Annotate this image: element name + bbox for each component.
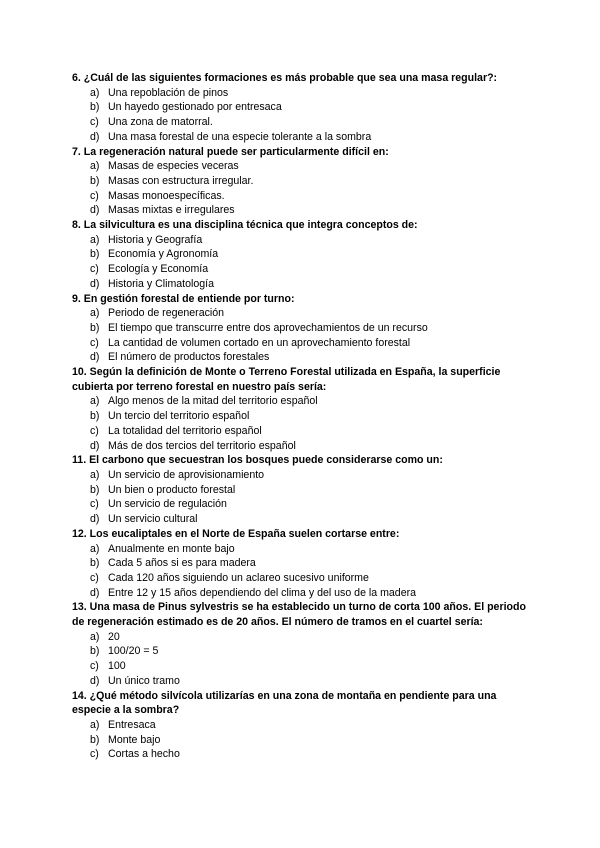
option-letter: a) [90, 468, 100, 481]
question-block [72, 453, 532, 527]
question-text: 10. Según la definición de Monte o Terreno Forestal utilizada en España, la superficie cubierta por terreno forestal en nuestro país sería: [72, 366, 501, 393]
question-text: 8. La silvicultura es una disciplina técnica que integra conceptos de: [72, 219, 418, 232]
answer-option [72, 733, 532, 748]
option-letter: a) [90, 395, 100, 408]
question-block [72, 218, 532, 292]
answer-option [72, 247, 532, 262]
option-text: Masas con estructura irregular. [108, 174, 254, 187]
option-letter: c) [90, 424, 99, 437]
option-text: Una masa forestal de una especie tolerante a la sombra [108, 130, 372, 143]
option-list [72, 306, 532, 365]
option-list [72, 468, 532, 527]
option-text: Entre 12 y 15 años dependiendo del clima y del uso de la madera [108, 586, 417, 599]
option-list [72, 630, 532, 689]
answer-option [72, 644, 532, 659]
option-text: Un hayedo gestionado por entresaca [108, 101, 282, 114]
option-letter: b) [90, 174, 100, 187]
question-block [72, 145, 532, 219]
option-text: Una repoblación de pinos [108, 86, 229, 99]
question-block [72, 689, 532, 763]
answer-option [72, 556, 532, 571]
answer-option [72, 203, 532, 218]
question-block [72, 600, 532, 688]
option-text: Un servicio cultural [108, 513, 198, 526]
answer-option [72, 130, 532, 145]
option-text: Monte bajo [108, 733, 161, 746]
answer-option [72, 747, 532, 762]
option-letter: b) [90, 321, 100, 334]
option-text: Historia y Geografía [108, 233, 203, 246]
option-letter: c) [90, 571, 99, 584]
answer-option [72, 542, 532, 557]
option-text: Un único tramo [108, 674, 180, 687]
answer-option [72, 468, 532, 483]
option-letter: d) [90, 204, 100, 217]
option-text: Cada 120 años siguiendo un aclareo sucesivo uniforme [108, 571, 369, 584]
answer-option [72, 262, 532, 277]
option-letter: a) [90, 307, 100, 320]
question-block [72, 71, 532, 145]
question-text: 7. La regeneración natural puede ser particularmente difícil en: [72, 145, 389, 158]
option-text: Un bien o producto forestal [108, 483, 236, 496]
option-letter: d) [90, 439, 100, 452]
option-list [72, 86, 532, 145]
option-letter: b) [90, 557, 100, 570]
option-text: Entresaca [108, 718, 156, 731]
option-letter: a) [90, 160, 100, 173]
answer-option [72, 321, 532, 336]
question-text: 9. En gestión forestal de entiende por turno: [72, 292, 295, 305]
answer-option [72, 277, 532, 292]
question-block [72, 365, 532, 453]
option-letter: a) [90, 86, 100, 99]
answer-option [72, 86, 532, 101]
question-text: 12. Los eucaliptales en el Norte de España suelen cortarse entre: [72, 527, 400, 540]
option-text: Cortas a hecho [108, 748, 180, 761]
option-letter: c) [90, 336, 99, 349]
answer-option [72, 394, 532, 409]
option-text: 100/20 = 5 [108, 645, 159, 658]
option-text: Más de dos tercios del territorio español [108, 439, 296, 452]
answer-option [72, 233, 532, 248]
option-letter: c) [90, 189, 99, 202]
question-block [72, 527, 532, 601]
option-letter: d) [90, 277, 100, 290]
answer-option [72, 512, 532, 527]
answer-option [72, 336, 532, 351]
option-text: El número de productos forestales [108, 351, 270, 364]
option-text: Masas mixtas e irregulares [108, 204, 235, 217]
answer-option [72, 483, 532, 498]
option-text: Un servicio de aprovisionamiento [108, 468, 265, 481]
answer-option [72, 189, 532, 204]
answer-option [72, 350, 532, 365]
option-text: El tiempo que transcurre entre dos aprovechamientos de un recurso [108, 321, 428, 334]
option-letter: d) [90, 130, 100, 143]
answer-option [72, 674, 532, 689]
question-text: 13. Una masa de Pinus sylvestris se ha establecido un turno de corta 100 años. El periodo de regeneración estimado es de 20 años. El número de tramos en el cuartel sería: [72, 601, 526, 629]
option-letter: b) [90, 483, 100, 496]
option-text: Un tercio del territorio español [108, 410, 250, 423]
question-block [72, 292, 532, 366]
option-letter: b) [90, 248, 100, 261]
option-letter: a) [90, 542, 100, 555]
option-text: Una zona de matorral. [108, 116, 213, 129]
answer-option [72, 159, 532, 174]
answer-option [72, 439, 532, 454]
option-list [72, 159, 532, 218]
option-text: La totalidad del territorio español [108, 424, 262, 437]
option-letter: d) [90, 513, 100, 526]
option-list [72, 718, 532, 762]
answer-option [72, 571, 532, 586]
option-letter: b) [90, 101, 100, 114]
option-text: 20 [108, 630, 120, 643]
option-letter: a) [90, 233, 100, 246]
option-list [72, 233, 532, 292]
answer-option [72, 424, 532, 439]
option-letter: d) [90, 586, 100, 599]
option-text: Un servicio de regulación [108, 498, 227, 511]
option-list [72, 542, 532, 601]
option-list [72, 394, 532, 453]
option-text: Cada 5 años si es para madera [108, 557, 256, 570]
option-text: Historia y Climatología [108, 277, 214, 290]
answer-option [72, 659, 532, 674]
option-text: Masas monoespecíficas. [108, 189, 225, 202]
option-letter: c) [90, 498, 99, 511]
answer-option [72, 718, 532, 733]
answer-option [72, 115, 532, 130]
option-letter: b) [90, 410, 100, 423]
option-text: Ecología y Economía [108, 263, 209, 276]
answer-option [72, 497, 532, 512]
question-text: 6. ¿Cuál de las siguientes formaciones es más probable que sea una masa regular?: [72, 72, 498, 84]
option-letter: c) [90, 748, 99, 761]
answer-option [72, 630, 532, 645]
option-letter: b) [90, 645, 100, 658]
answer-option [72, 409, 532, 424]
option-text: Masas de especies veceras [108, 160, 239, 173]
option-letter: d) [90, 351, 100, 364]
option-letter: a) [90, 718, 100, 731]
option-text: 100 [108, 660, 126, 673]
question-list [72, 71, 532, 762]
option-text: La cantidad de volumen cortado en un aprovechamiento forestal [108, 336, 411, 349]
option-text: Periodo de regeneración [108, 307, 225, 320]
option-letter: d) [90, 674, 100, 687]
option-letter: a) [90, 630, 100, 643]
option-text: Economía y Agronomía [108, 248, 219, 261]
option-letter: c) [90, 263, 99, 276]
answer-option [72, 306, 532, 321]
option-letter: c) [90, 116, 99, 129]
answer-option [72, 174, 532, 189]
question-text: 11. El carbono que secuestran los bosques puede considerarse como un: [72, 454, 443, 467]
answer-option [72, 100, 532, 115]
option-text: Anualmente en monte bajo [108, 542, 235, 555]
question-text: 14. ¿Qué método silvícola utilizarías en una zona de montaña en pendiente para una especie a la sombra? [72, 689, 497, 717]
option-text: Algo menos de la mitad del territorio español [108, 395, 318, 408]
option-letter: b) [90, 733, 100, 746]
option-letter: c) [90, 660, 99, 673]
answer-option [72, 586, 532, 601]
